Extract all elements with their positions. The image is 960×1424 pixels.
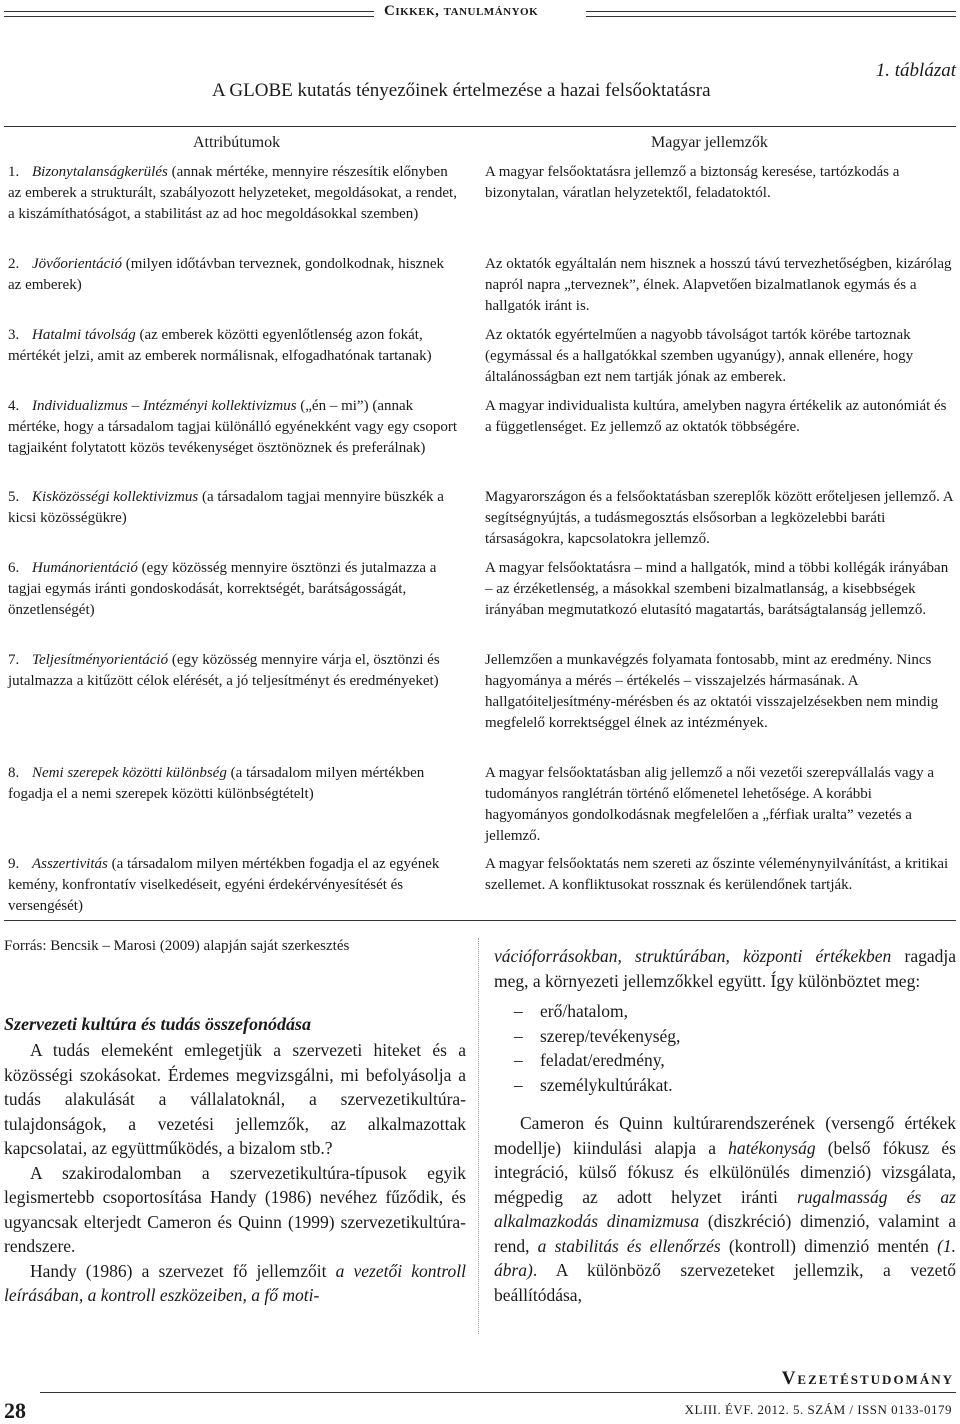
column-header-hungarian: Magyar jellemzők [651,134,768,151]
table-row-8-attribute: 8. Nemi szerepek közötti különbség (a társadalom milyen mértékben fogadja el a nemi szerepek közötti különbségtételt) [8,765,425,802]
table-title: A GLOBE kutatás tényezőinek értelmezése a hazai felsőoktatásra [212,80,711,101]
left-column-text [4,1038,466,1308]
paragraph-3: Handy (1986) a szervezet fő jellemzőit a vezetői kontroll leírásában, a kontroll eszközeiben, a fő moti- [4,1260,467,1305]
table-row-1-attribute: 1. Bizonytalanságkerülés (annak mértéke, mennyire részesítik előnyben az emberek a strukturált, szabályozott helyzeteket, megoldásokat, a rendet, a kiszámíthatóságot, a stabilitást az ad hoc megoldásokkal szemben) [8,164,457,222]
header-rule-left [4,11,374,17]
list-item: – feladat/eredmény, [514,1050,665,1070]
paragraph-2: A szakirodalomban a szervezetikultúra-típusok egyik legismertebb csoportosítása Handy (1986) nevéhez fűződik, és ugyancsak elterjedt Cameron és Quinn (1999) szervezetikultúra-rendszere. [4,1162,466,1256]
paragraph-1: A tudás elemeként emlegetjük a szervezeti hiteket és a közösségi szokásokat. Érdemes megvizsgálni, mi befolyásolja a tudás alakulását a vállalatoknál, a szervezetikultúra-tulajdonságok, a vezetési jellemzők, az alkalmazottak kapcsolatai, az együttműködés, a bizalom stb.? [4,1040,466,1158]
table-row-7-attribute: 7. Teljesítményorientáció (egy közösség mennyire várja el, ösztönzi és jutalmazza a kitűzött célok elérését, a jó teljesítményt és eredményeket) [8,652,440,689]
table-bottom-rule [4,920,956,921]
paragraph-5: Cameron és Quinn kultúrarendszerének (versengő értékek modellje) kiindulási alapja a hatékonyság (belső fókusz és integráció, külső fókusz és elkülönülés dimenzió) vizsgálata, mégpedig az adott helyzet iránti rugalmasság és az alkalmazkodás dinamizmusa (diszkréció) dimenzió, valamint a rend, a stabilitás és ellenőrzés (kontroll) dimenzió mentén (1. ábra). A különböző szervezeteket jellemzik, a vezető beállítódása, [494,1113,957,1305]
table-row-9-description: A magyar felsőoktatás nem szereti az őszinte véleménynyilvánítást, a kritikai szellemet. A konfliktusokat rossznak és kerülendőnek tartják. [485,856,949,893]
section-title: Szervezeti kultúra és tudás összefonódása [4,1014,312,1034]
table-row-6-description: A magyar felsőoktatásra – mind a hallgatók, mind a többi kollégák irányában – az érzéketlenség, a másokkal szembeni bizalmatlanság, a kisebbségek irányában megmutatkozó elutasító magatartás, barátságtalanság jellemző. [485,560,949,618]
table-row-5-attribute: 5. Kisközösségi kollektivizmus (a társadalom tagjai mennyire büszkék a kicsi közösségükre) [8,489,444,526]
table-row-9-attribute: 9. Asszertivitás (a társadalom milyen mértékben fogadja el az egyének kemény, konfrontatív viselkedéseit, egyéni érdekérvényesítését és versengését) [8,856,440,914]
table-row-2-description: Az oktatók egyáltalán nem hisznek a hosszú távú tervezhetőségben, kizárólag napról napra „terveznek”, élnek. Alapvetően bizalmatlanok egymás és a hallgatók iránt is. [485,256,952,314]
footer-rule [40,1392,956,1393]
page-number: 28 [4,1398,26,1423]
list-item: – szerep/tevékenység, [514,1025,681,1046]
paragraph-4: vációforrásokban, struktúrában, központi értékekben ragadja meg, a környezeti jellemzőkkel együtt. Így különböztet meg: [494,946,956,991]
table-row-3-description: Az oktatók egyértelműen a nagyobb távolságot tartók körébe tartoznak (egymással és a hallgatókkal szemben ugyanúgy), annak ellenére, hogy általánosságban ezt nem tartják jónak az emberek. [485,327,914,385]
table-label: 1. táblázat [875,60,956,81]
right-column-text [494,944,956,1307]
column-header-attributes: Attribútumok [193,134,281,151]
table-row-4-attribute: 4. Individualizmus – Intézményi kollektivizmus („én – mi”) (annak mértéke, hogy a társadalom tagjai különálló egyénekként vagy egy csoport tagjaiként folytatott közös tevékenységet ösztönöznek és preferálnak) [8,398,458,456]
table-row-7-description: Jellemzően a munkavégzés folyamata fontosabb, mint az eredmény. Nincs hagyománya a mérés – értékelés – visszajelzés hármasának. A hallgatóiteljesítmény-mérésben és az oktatói visszajelzésekben nem mindig megfelelő korrektséggel élnek az intézmények. [485,652,939,731]
table-source: Forrás: Bencsik – Marosi (2009) alapján saját szerkesztés [4,938,350,954]
table-row-5-description: Magyarországon és a felsőoktatásban szereplők között erőteljesen jellemző. A segítségnyújtás, a tudásmegosztás elsősorban a legközelebbi baráti társaságokra, kapcsolatokra jellemző. [485,489,953,547]
table-row-4-description: A magyar individualista kultúra, amelyben nagyra értékelik az autonómiát és a függetlenséget. Ez jellemző az oktatók többségére. [485,398,947,435]
table-row-3-attribute: 3. Hatalmi távolság (az emberek közötti egyenlőtlenség azon fokát, mértékét jelzi, amit az emberek normálisnak, elfogadhatónak tartanak) [8,327,432,364]
table-row-6-attribute: 6. Humánorientáció (egy közösség mennyire ösztönzi és jutalmazza a tagjai egymás iránti gondoskodását, korrektségét, barátságosságát, önzetlenségét) [8,560,437,618]
column-divider [478,938,479,1334]
section-header: Cikkek, tanulmányok [384,3,539,19]
list-item: – személykultúrákat. [514,1074,673,1095]
header-rule-right [586,11,956,17]
table-row-1-description: A magyar felsőoktatásra jellemző a biztonság keresése, tartózkodás a bizonytalan, váratlan helyzetektől, feladatoktól. [485,164,900,201]
list-item: – erő/hatalom, [514,1001,628,1021]
issue-info: XLIII. ÉVF. 2012. 5. SZÁM / ISSN 0133-0179 [684,1402,952,1417]
table-top-rule [4,126,956,127]
table-row-2-attribute: 2. Jövőorientáció (milyen időtávban terveznek, gondolkodnak, hisznek az emberek) [8,256,444,293]
journal-brand: Vezetéstudomány [781,1368,954,1389]
table-row-8-description: A magyar felsőoktatásban alig jellemző a női vezetői szerepvállalás vagy a tudományos ranglétrán történő előmenetel lehetősége. A korábbi hagyományos gondolkodásnak megfelelően a „férfiak uralta” vezetés a jellemző. [485,765,934,844]
culture-type-list [514,999,956,1097]
